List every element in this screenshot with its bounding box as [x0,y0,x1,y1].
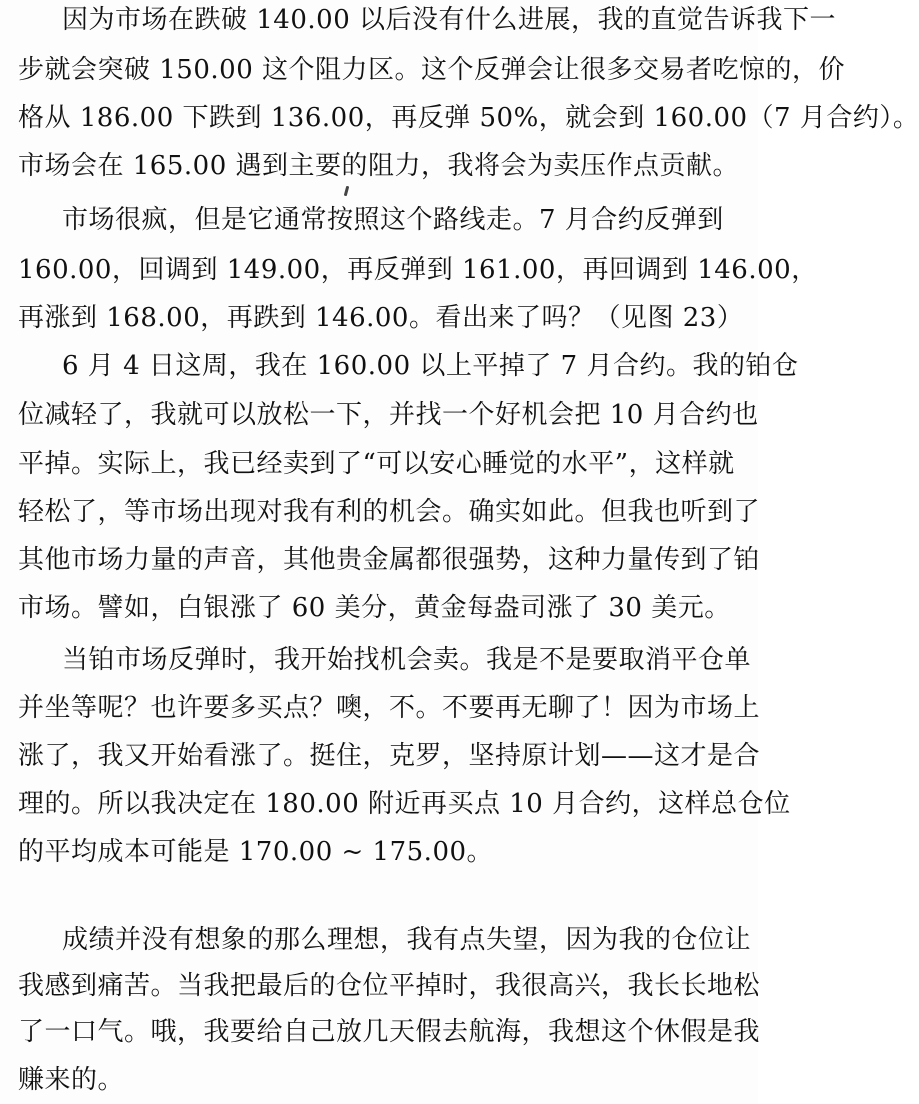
paragraph-line: 的平均成本可能是 170.00 ~ 175.00。 [18,837,494,867]
paragraph-line: 格从 186.00 下跌到 136.00，再反弹 50%，就会到 160.00（7 月合约）。 [18,103,919,133]
paragraph-line: 理的。所以我决定在 180.00 附近再买点 10 月合约，这样总仓位 [18,789,791,819]
paragraph-line: 位减轻了，我就可以放松一下，并找一个好机会把 10 月合约也 [18,400,759,430]
paragraph-line: 成绩并没有想象的那么理想，我有点失望，因为我的仓位让 [62,925,752,955]
paragraph-line: 再涨到 168.00，再跌到 146.00。看出来了吗？（见图 23） [18,303,744,333]
paragraph-line: 并坐等呢？也许要多买点？噢，不。不要再无聊了！因为市场上 [18,693,761,723]
paragraph-line: 平掉。实际上，我已经卖到了“可以安心睡觉的水平”，这样就 [18,449,735,479]
paragraph-line: 市场会在 165.00 遇到主要的阻力，我将会为卖压作点贡献。 [18,151,740,181]
paragraph-line: 市场。譬如，白银涨了 60 美分，黄金每盎司涨了 30 美元。 [18,593,731,623]
paragraph-line: 轻松了，等市场出现对我有利的机会。确实如此。但我也听到了 [18,497,761,527]
paragraph-line: 赚来的。 [18,1065,125,1095]
paragraph-line: 其他市场力量的声音，其他贵金属都很强势，这种力量传到了铂 [18,545,761,575]
paragraph-line: 涨了，我又开始看涨了。挺住，克罗，坚持原计划——这才是合 [18,741,761,771]
paragraph-line: 因为市场在跌破 140.00 以后没有什么进展，我的直觉告诉我下一 [62,5,837,35]
ink-speck [344,186,349,196]
paragraph-line: 步就会突破 150.00 这个阻力区。这个反弹会让很多交易者吃惊的，价 [18,55,846,85]
paragraph-line: 了一口气。哦，我要给自己放几天假去航海，我想这个休假是我 [18,1017,761,1047]
paragraph-line: 市场很疯，但是它通常按照这个路线走。7 月合约反弹到 [62,205,724,235]
paragraph-line: 我感到痛苦。当我把最后的仓位平掉时，我很高兴，我长长地松 [18,971,761,1001]
paragraph-line: 6 月 4 日这周，我在 160.00 以上平掉了 7 月合约。我的铂仓 [62,351,799,381]
paragraph-line: 当铂市场反弹时，我开始找机会卖。我是不是要取消平仓单 [62,645,752,675]
paragraph-line: 160.00，回调到 149.00，再反弹到 161.00，再回调到 146.00， [18,255,818,285]
